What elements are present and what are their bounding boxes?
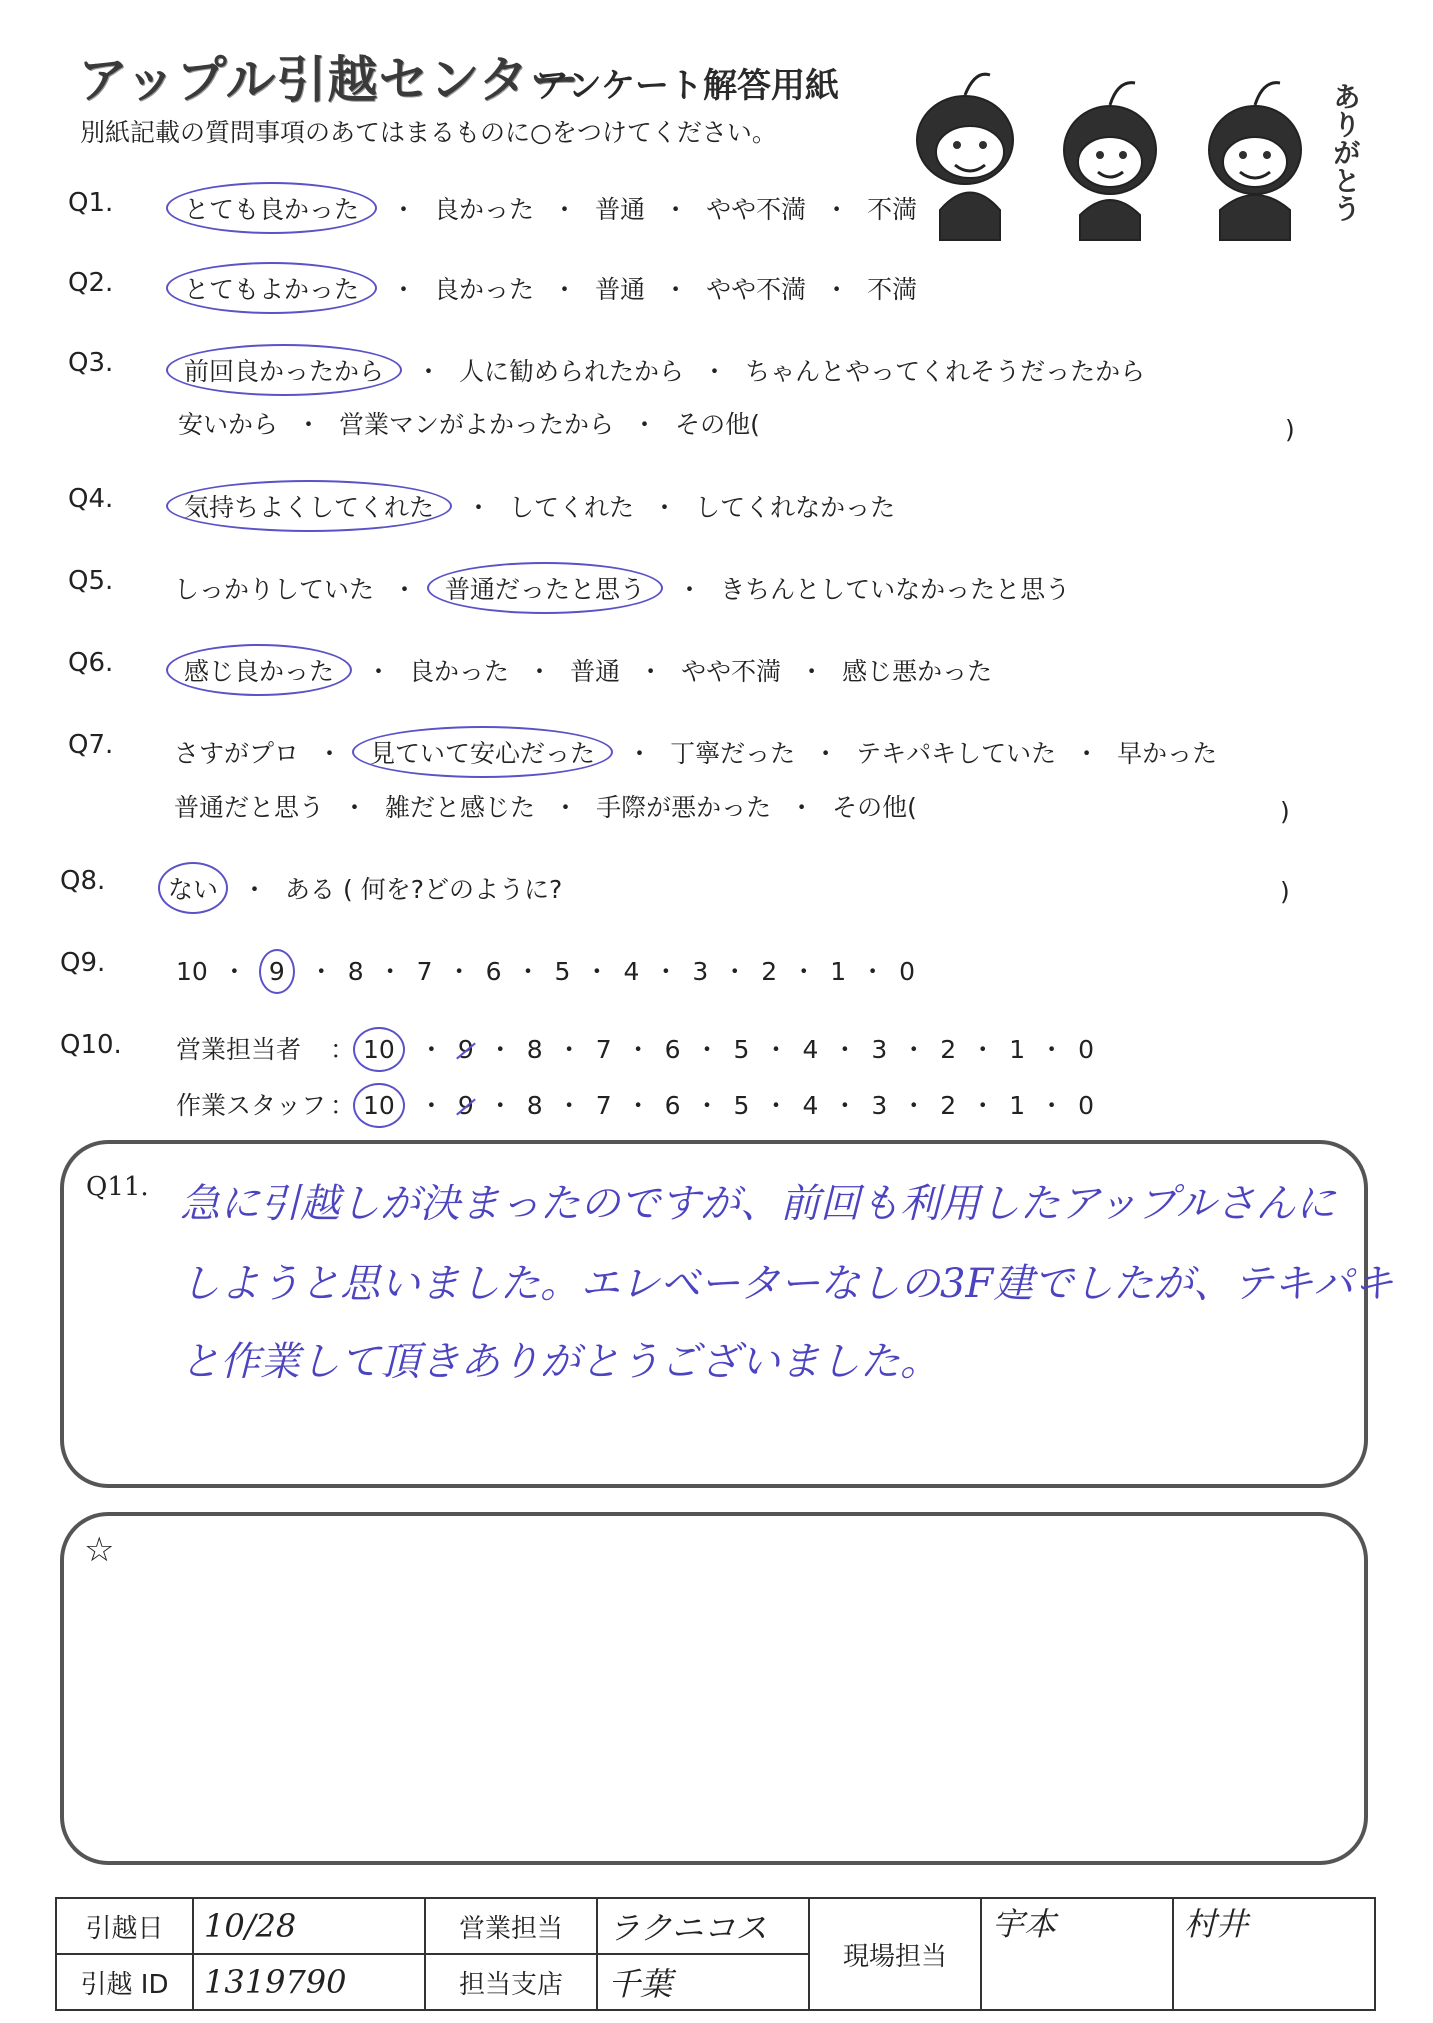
q6-option[interactable]: やや不満 [681,657,782,686]
q9-score[interactable]: 5 [554,957,571,986]
q9-label: Q9. [60,948,106,978]
q10-sales-score[interactable]: 7 [595,1035,612,1064]
sales-value: ラクニコス [597,1898,809,1954]
q1-options: とても良かった ・ 良かった ・ 普通 ・ やや不満 ・ 不満 [170,190,921,226]
q10-sales-score[interactable]: 5 [733,1035,750,1064]
q6-label: Q6. [68,648,114,678]
sales-label: 営業担当 [425,1898,597,1954]
q3-label: Q3. [68,348,114,378]
q10-sales-score[interactable]: 2 [940,1035,957,1064]
q8-option-detail[interactable]: ( 何を?どのように? [343,875,563,904]
move-id-label: 引越 ID [56,1954,193,2010]
q1-label: Q1. [68,188,114,218]
q10-staff-score[interactable]: 3 [871,1091,888,1120]
q10-staff-score[interactable]: 5 [733,1091,750,1120]
q10-sales-score[interactable]: 4 [802,1035,819,1064]
q10-staff-score[interactable]: 1 [1009,1091,1026,1120]
move-date-value: 10/28 [193,1898,425,1954]
q9-score[interactable]: 3 [692,957,709,986]
q1-option[interactable]: 良かった [434,195,535,224]
q10-row-staff: 作業スタッフ ： 10 ・ 9 ・ 8 ・ 7 ・ 6 ・ 5 ・ 4 ・ 3 ・ 2 ・ 1 ・ 0 [176,1086,1094,1122]
q10-row-sales: 営業担当者 ： 10 ・ 9 ・ 8 ・ 7 ・ 6 ・ 5 ・ 4 ・ 3 ・ 2 ・ 1 ・ 0 [176,1030,1094,1066]
q5-options: しっかりしていた ・ 普通だったと思う ・ きちんとしていなかったと思う [170,570,1074,606]
q2-option-selected[interactable]: とてもよかった [166,262,377,314]
q9-score[interactable]: 2 [761,957,778,986]
q9-score[interactable]: 7 [416,957,433,986]
q9-score[interactable]: 10 [176,957,208,986]
q5-option[interactable]: しっかりしていた [174,575,375,604]
q7-option-selected[interactable]: 見ていて安心だった [352,726,613,778]
q7-option-other[interactable]: その他( [832,793,917,822]
site-label: 現場担当 [809,1898,981,2010]
q9-score[interactable]: 6 [485,957,502,986]
q2-option[interactable]: やや不満 [706,275,807,304]
q7-label: Q7. [68,730,114,760]
q10-staff-score[interactable]: 2 [940,1091,957,1120]
q6-options: 感じ良かった ・ 良かった ・ 普通 ・ やや不満 ・ 感じ悪かった [170,652,996,688]
q10-row-name: 作業スタッフ [176,1091,327,1120]
brand-title: アップル引越センター [78,51,581,109]
q3-option[interactable]: ちゃんとやってくれそうだったから [745,357,1146,386]
q3-other-close-paren: ) [1285,415,1295,444]
q5-option[interactable]: きちんとしていなかったと思う [720,575,1071,604]
q10-label: Q10. [60,1030,122,1060]
q9-score[interactable]: 1 [830,957,847,986]
q7-other-close-paren: ) [1280,797,1290,826]
q8-options: ない ・ ある ( 何を?どのように? [160,870,566,906]
q9-scale: 10 ・ 9 ・ 8 ・ 7 ・ 6 ・ 5 ・ 4 ・ 3 ・ 2 ・ 1 ・ 0 [176,952,915,988]
q10-sales-score[interactable]: 8 [526,1035,543,1064]
q9-score[interactable]: 0 [899,957,916,986]
q3-option[interactable]: 営業マンがよかったから [339,410,615,439]
q3-option-other[interactable]: その他( [675,410,760,439]
q9-score-selected[interactable]: 9 [259,949,295,994]
q9-score[interactable]: 8 [347,957,364,986]
q10-staff-score-selected[interactable]: 10 [353,1083,405,1128]
mascot-caption: ありがとう [1329,82,1362,222]
form-subtitle: アンケート解答用紙 [535,66,839,106]
q1-option[interactable]: 不満 [867,195,918,224]
site-value-1: 宇本 [981,1898,1173,2010]
q2-label: Q2. [68,268,114,298]
q2-options: とてもよかった ・ 良かった ・ 普通 ・ やや不満 ・ 不満 [170,270,921,306]
q8-option[interactable]: ある [285,875,336,904]
q2-option[interactable]: 良かった [434,275,535,304]
q11-comment-line: と作業して頂きありがとうございました。 [180,1339,940,1385]
q3-option[interactable]: 人に勧められたから [459,357,685,386]
q11-label: Q11. [86,1172,149,1202]
q10-staff-score[interactable]: 6 [664,1091,681,1120]
q4-options: 気持ちよくしてくれた ・ してくれた ・ してくれなかった [170,488,899,524]
q7-options-line1: さすがプロ ・ 見ていて安心だった ・ 丁寧だった ・ テキパキしていた ・ 早かった [170,734,1221,770]
q7-option[interactable]: 早かった [1117,739,1218,768]
q4-option-selected[interactable]: 気持ちよくしてくれた [166,480,452,532]
q3-options-line2: 安いから ・ 営業マンがよかったから ・ その他( [174,405,764,441]
q5-option-selected[interactable]: 普通だったと思う [427,562,663,614]
q3-options-line1: 前回良かったから ・ 人に勧められたから ・ ちゃんとやってくれそうだったから [170,352,1149,388]
q10-staff-score[interactable]: 8 [526,1091,543,1120]
q7-option[interactable]: 普通だと思う [174,793,325,822]
instruction-text: 別紙記載の質問事項のあてはまるものに○をつけてください。 [80,118,777,147]
footer-table [55,1897,1376,2011]
q8-label: Q8. [60,866,106,896]
q1-option[interactable]: やや不満 [706,195,807,224]
q10-sales-score[interactable]: 6 [664,1035,681,1064]
q7-option[interactable]: 雑だと感じた [385,793,536,822]
q10-sales-score[interactable]: 1 [1009,1035,1026,1064]
q10-staff-score[interactable]: 0 [1078,1091,1095,1120]
q3-option-selected[interactable]: 前回良かったから [166,344,402,396]
q9-score[interactable]: 4 [623,957,640,986]
q10-sales-score[interactable]: 0 [1078,1035,1095,1064]
q10-sales-score[interactable]: 3 [871,1035,888,1064]
q8-option-selected[interactable]: ない [158,862,228,914]
q10-staff-score[interactable]: 7 [595,1091,612,1120]
q4-label: Q4. [68,484,114,514]
q7-options-line2: 普通だと思う ・ 雑だと感じた ・ 手際が悪かった ・ その他( [170,788,921,824]
q10-staff-score-crossed[interactable]: 9 [457,1091,474,1120]
move-date-label: 引越日 [56,1898,193,1954]
q5-label: Q5. [68,566,114,596]
q7-option[interactable]: さすがプロ [174,739,300,768]
q6-option[interactable]: 感じ悪かった [842,657,993,686]
q4-option[interactable]: してくれなかった [695,493,896,522]
q2-option[interactable]: 普通 [595,275,646,304]
q8-close-paren: ) [1280,877,1290,906]
branch-value: 千葉 [597,1954,809,2010]
q6-option-selected[interactable]: 感じ良かった [166,644,352,696]
staff-notes-box[interactable] [60,1512,1368,1865]
q10-row-name: 営業担当者 [176,1035,302,1064]
q1-option-selected[interactable]: とても良かった [166,182,377,234]
q4-option[interactable]: してくれた [509,493,635,522]
q10-staff-score[interactable]: 4 [802,1091,819,1120]
q11-comment-line: 急に引越しが決まったのですが、前回も利用したアップルさんに [180,1181,1336,1227]
q1-option[interactable]: 普通 [595,195,646,224]
q7-option[interactable]: テキパキしていた [856,739,1057,768]
q7-option[interactable]: 丁寧だった [670,739,796,768]
mascot-illustration [895,50,1325,250]
star-mark: ☆ [84,1530,115,1570]
q10-sales-score-selected[interactable]: 10 [353,1027,405,1072]
q2-option[interactable]: 不満 [867,275,918,304]
q6-option[interactable]: 良かった [409,657,510,686]
q6-option[interactable]: 普通 [570,657,621,686]
q11-comment-line: しようと思いました。エレベーターなしの3F建でしたが、テキパキ [180,1261,1394,1307]
q10-sales-score-crossed[interactable]: 9 [457,1035,474,1064]
q7-option[interactable]: 手際が悪かった [596,793,772,822]
move-id-value: 1319790 [193,1954,425,2010]
q3-option[interactable]: 安いから [178,410,279,439]
site-value-2: 村井 [1173,1898,1375,2010]
branch-label: 担当支店 [425,1954,597,2010]
